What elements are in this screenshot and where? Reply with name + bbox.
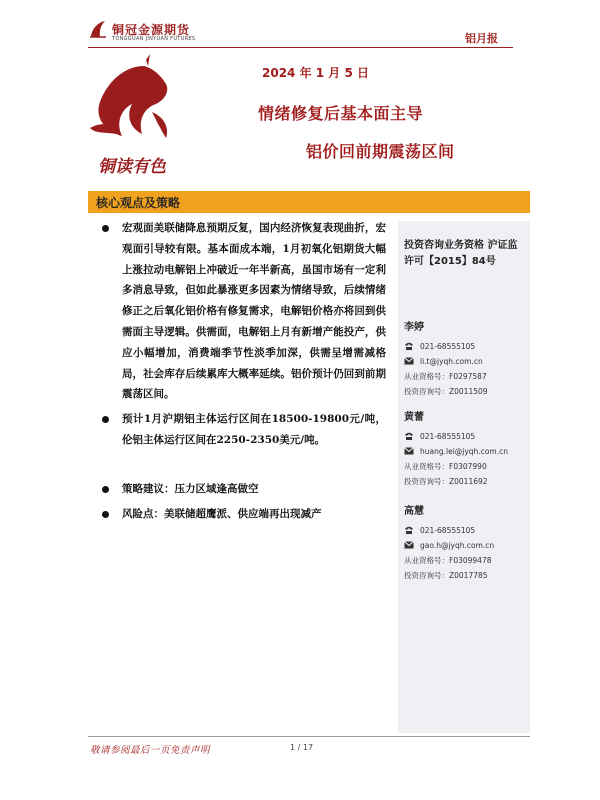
bullet-icon (102, 486, 109, 493)
analyst-consult-number: 投资咨询号：Z0011509 (404, 387, 488, 396)
analyst-card (404, 502, 528, 583)
bullet-item (100, 504, 386, 525)
bullet-text: 宏观面美联储降息预期反复，国内经济恢复表现曲折，宏观面引导较有限。基本面成本端，1月初氧化铝期货大幅上涨拉动电解铝上冲破近一年半新高，虽国市场有一定利多消息导致，但如此暴涨更多因素为情绪导致，后续情绪修正之后氧化铝价格有修复需求，电解铝价格亦将回到供需面主导逻辑。供需面，电解铝上月有新增产能投产，供应小幅增加，消费端季节性淡季加深，供需呈增需减格局，社会库存后续累库大概率延续。铝价预计仍回到前期震荡区间。 (122, 222, 386, 401)
analyst-practice-number: 从业资格号：F03099478 (404, 556, 492, 565)
qualification-text: 投资咨询业务资格 沪证监许可【2015】84号 (404, 240, 518, 267)
page-number: 1 / 17 (290, 743, 314, 752)
phone-icon (404, 432, 414, 440)
bullet-icon (102, 511, 109, 518)
emblem-calligraphy-text: 铜读有色 (98, 157, 166, 177)
report-type: 铝月报 (465, 32, 498, 45)
brand-name: 铜冠金源期货 (112, 23, 191, 37)
email-icon (404, 447, 414, 455)
calligraphy-emblem (86, 54, 178, 184)
bullet-item (100, 479, 386, 500)
analyst-practice-number: 从业资格号：F0297587 (404, 372, 487, 381)
bullet-icon (102, 416, 109, 423)
analyst-practice-number: 从业资格号：F0307990 (404, 462, 487, 471)
bullet-text: 风险点：美联储超鹰派、供应端再出现减产 (122, 507, 322, 520)
analyst-card (404, 408, 528, 489)
key-points (100, 218, 386, 524)
report-date: 2024 年 1 月 5 日 (262, 66, 369, 80)
email-icon (404, 357, 414, 365)
analyst-name: 高慧 (404, 506, 424, 517)
analyst-consult-number: 投资咨询号：Z0011692 (404, 477, 488, 486)
report-title: 情绪修复后基本面主导 (258, 104, 424, 123)
analyst-email[interactable]: huang.lei@jyqh.com.cn (404, 444, 528, 459)
bullet-text: 策略建议：压力区域逢高做空 (122, 482, 259, 495)
analyst-email[interactable]: gao.h@jyqh.com.cn (404, 538, 528, 553)
analyst-name: 李婷 (404, 322, 424, 333)
brand-name-english: TONGGUAN JINYUAN FUTURES (112, 36, 196, 42)
footer-divider (88, 736, 530, 737)
bullet-item (100, 218, 386, 405)
disclaimer-link[interactable]: 敬请参阅最后一页免责声明 (90, 745, 211, 756)
phone-icon (404, 342, 414, 350)
analyst-name: 黄蕾 (404, 412, 424, 423)
analyst-card (404, 318, 528, 399)
phone-icon (404, 526, 414, 534)
bullet-text: 预计1月沪期铝主体运行区间在18500-19800元/吨，伦铝主体运行区间在2250-2350美元/吨。 (122, 413, 386, 446)
bullet-item (100, 409, 386, 451)
email-icon (404, 541, 414, 549)
header-divider (88, 47, 513, 48)
analyst-phone: 021-68555105 (404, 339, 528, 354)
brand-logo-icon (88, 18, 108, 40)
analyst-email[interactable]: li.t@jyqh.com.cn (404, 354, 528, 369)
bullet-icon (102, 225, 109, 232)
report-subtitle: 铝价回前期震荡区间 (306, 142, 455, 161)
analyst-consult-number: 投资咨询号：Z0017785 (404, 571, 488, 580)
analyst-phone: 021-68555105 (404, 429, 528, 444)
analyst-phone: 021-68555105 (404, 523, 528, 538)
section-title: 核心观点及策略 (96, 196, 181, 210)
